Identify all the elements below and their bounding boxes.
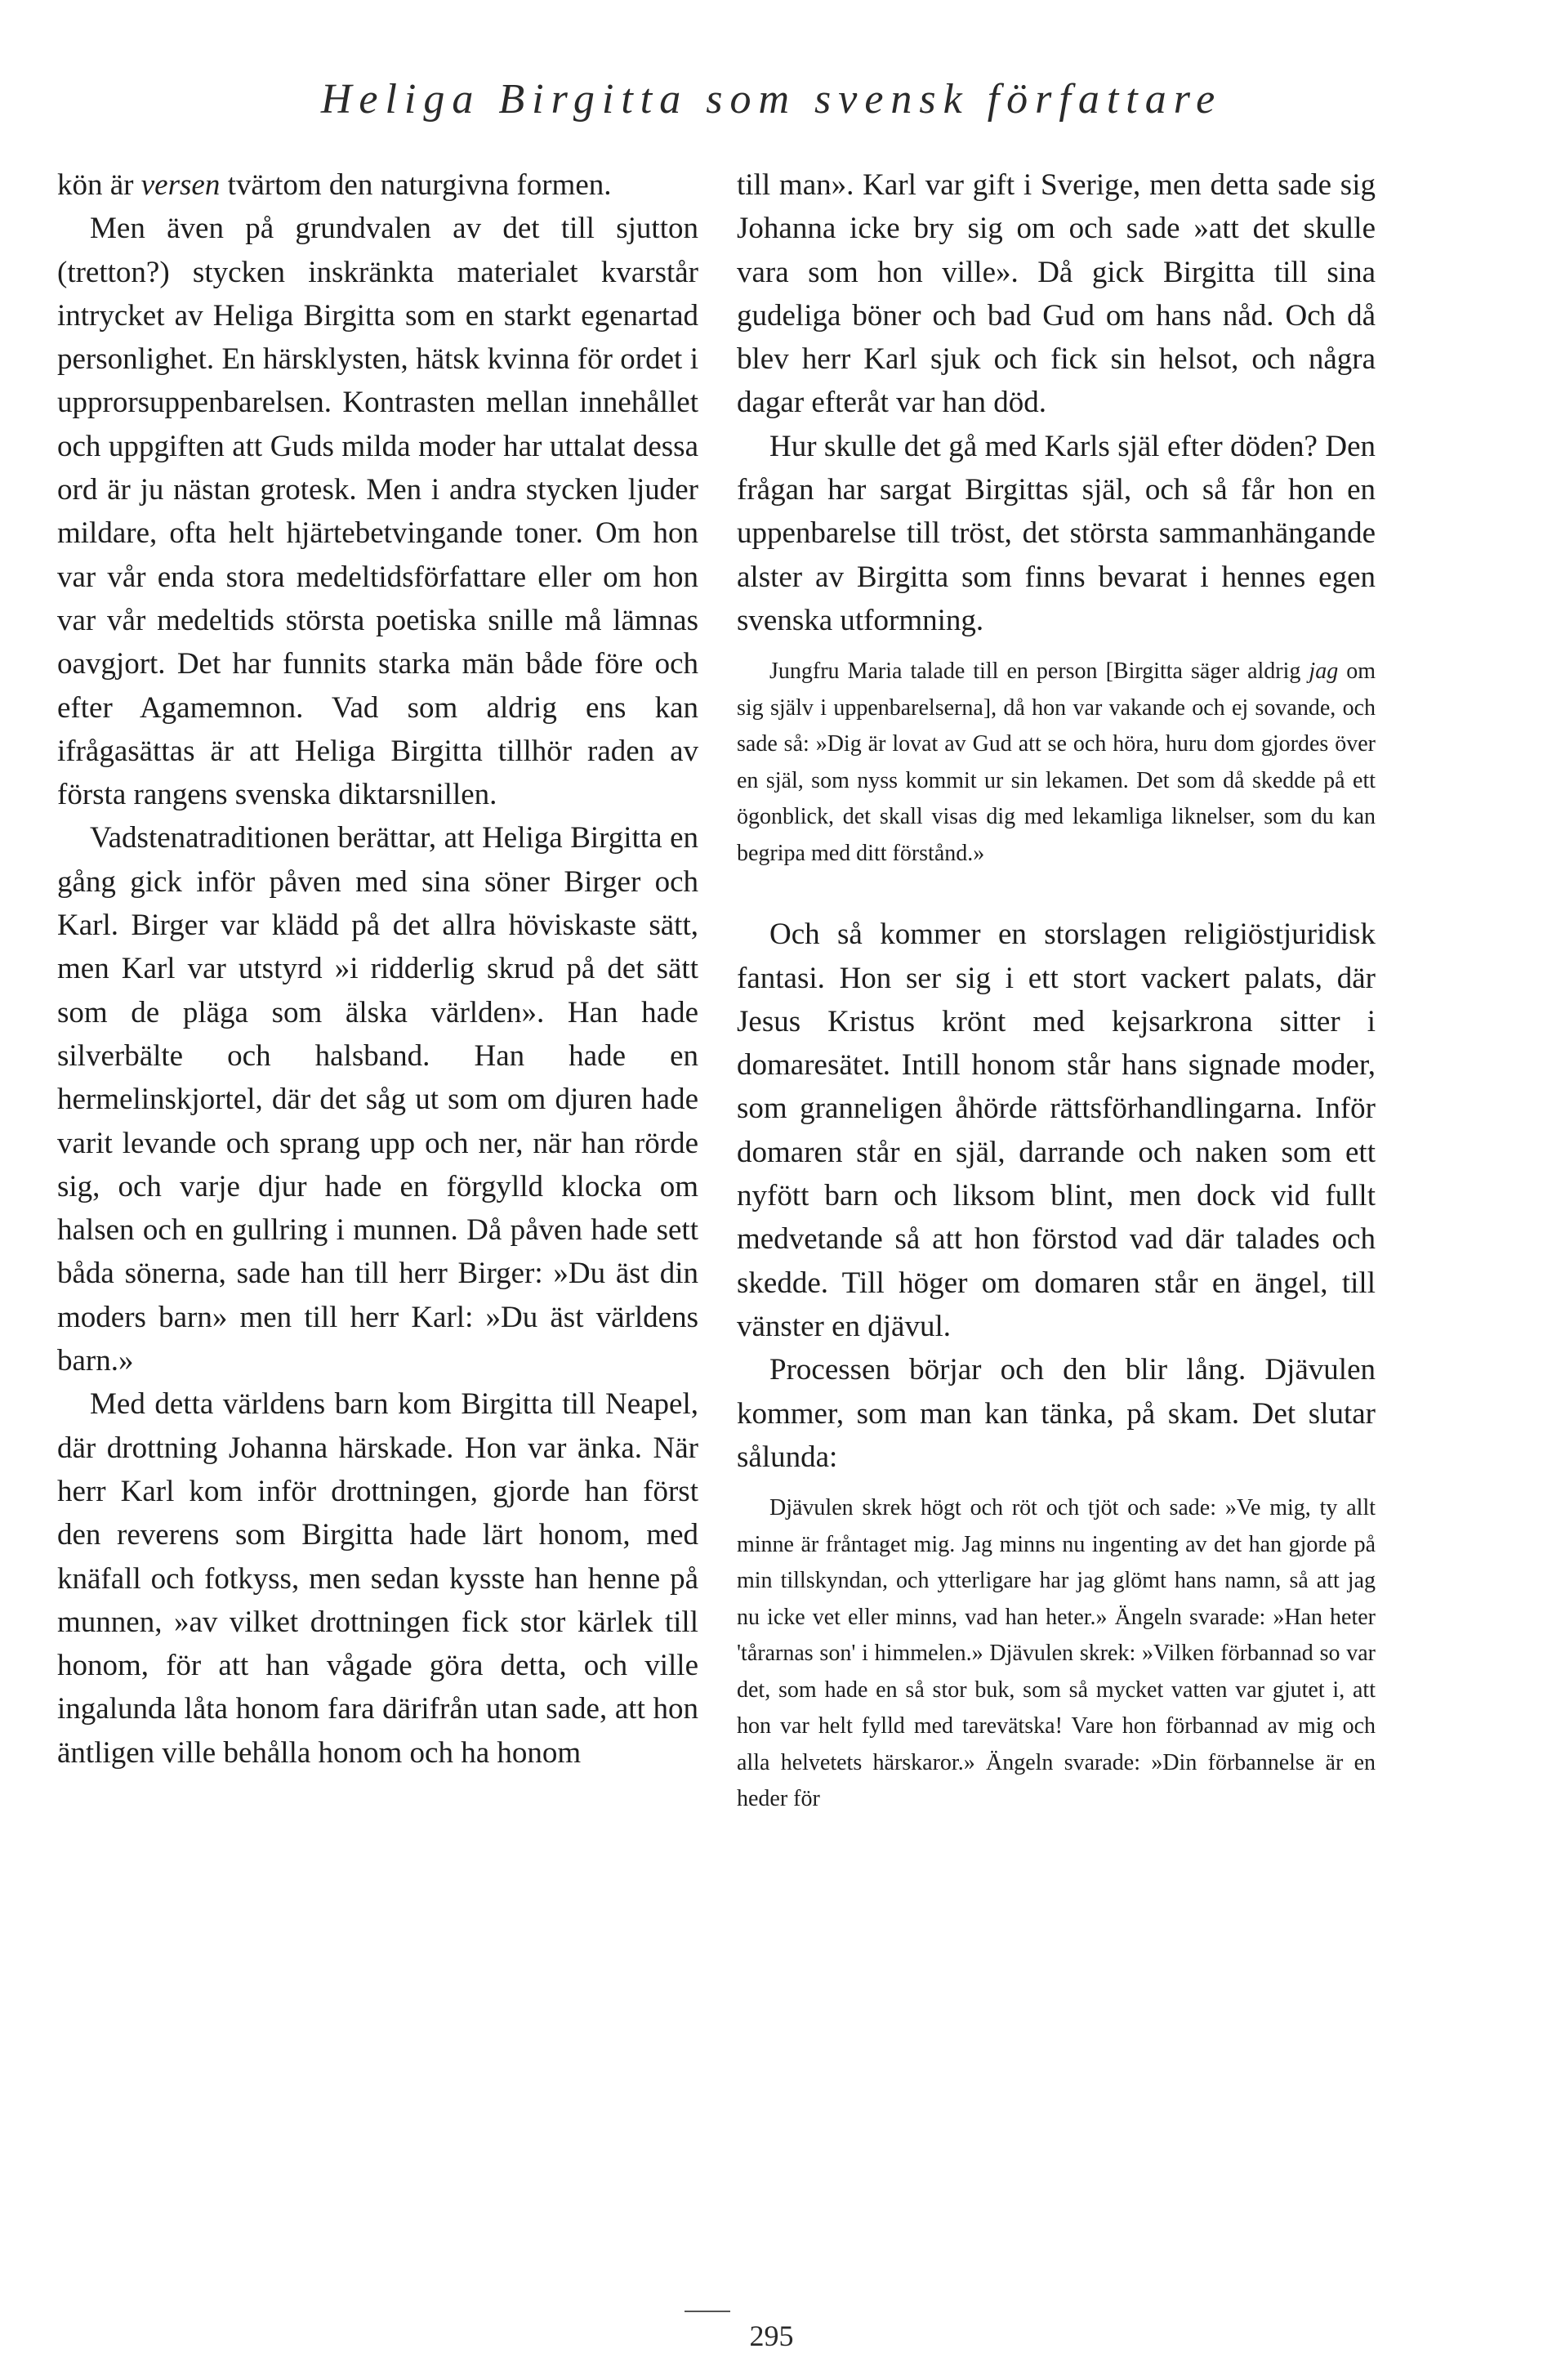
quote-text: Djävulen skrek högt och röt och tjöt och sade: »Ve mig, ty allt minne är fråntaget mig. Jag minns nu ingenting av det han gjorde på min tillskyndan, och ytterligare har jag glömt hans namn, så att jag nu icke vet eller minns, vad han heter.» Ängeln svarade: »Han heter 'tårarnas son' i himmelen.» Djävulen skrek: »Vilken förbannad so var det, som hade en så stor buk, som så mycket vatten var gjutet i, att hon var helt fylld med tarevätska! Vare hon förbannad av mig och alla helvetets härskaror.» Ängeln svarade: »Din förbannelse är en heder för [737, 1495, 1376, 1812]
paragraph: Och så kommer en storslagen religiöstjuridisk fantasi. Hon ser sig i ett stort vackert palats, där Jesus Kristus krönt med kejsarkrona sitter i domaresätet. Intill honom står hans signade moder, som granneligen åhörde rättsförhandlingarna. Inför domaren står en själ, darrande och naken som ett nyfött barn och liksom blint, men dock vid fullt medvetande så att hon förstod vad där talades och skedde. Till höger om domaren står en ängel, till vänster en djävul. [737, 918, 1376, 1343]
block-quote [737, 654, 1376, 872]
text-run: om sig själv i uppenbarelserna], då hon var vakande och ej sovande, och sade så: »Dig är lovat av Gud att se och höra, huru dom gjordes över en själ, som nyss kommit ur sin lekamen. Det som då skedde på ett ögonblick, det skall visas dig med lekamliga liknelser, som du kan begripa med ditt förstånd.» [737, 659, 1376, 866]
text-run: Jungfru Maria talade till en person [Birgitta säger aldrig [769, 659, 1309, 685]
right-column [737, 163, 1376, 1818]
paragraph: Men även på grundvalen av det till sjutton (tretton?) stycken inskränkta materialet kvarstår intrycket av Heliga Birgitta som en starkt egenartad personlighet. En härsklysten, hätsk kvinna för ordet i upprorsuppenbarelsen. Kontrasten mellan innehållet och uppgiften att Guds milda moder har uttalat dessa ord är ju nästan grotesk. Men i andra stycken ljuder mildare, ofta helt hjärtebetvingande toner. Om hon var vår enda stora medeltidsförfattare eller om hon var vår medeltids största poetiska snille må lämnas oavgjort. Det har funnits starka män både före och efter Agamemnon. Vad som aldrig ens kan ifrågasättas är att Heliga Birgitta tillhör raden av första rangens svenska diktarsnillen. [57, 212, 698, 812]
paragraph: Med detta världens barn kom Birgitta till Neapel, där drottning Johanna härskade. Hon var änka. När herr Karl kom inför drottningen, gjorde han först den reverens som Birgitta hade lärt honom, med knäfall och fotkyss, men sedan kysste han henne på munnen, »av vilket drottningen fick stor kärlek till honom, för att han vågade göra detta, och ville ingalunda låta honom fara därifrån utan sade, att hon äntligen ville behålla honom och ha honom [57, 1387, 698, 1770]
left-column [57, 163, 698, 1775]
text-run: tvärtom den naturgivna formen. [220, 168, 612, 202]
text-run: kön är [57, 168, 141, 202]
running-header: Heliga Birgitta som svensk författare [320, 76, 1223, 123]
quote-text [737, 654, 1376, 872]
paragraph: Processen börjar och den blir lång. Djävulen kommer, som man kan tänka, på skam. Det slutar sålunda: [737, 1353, 1376, 1474]
block-quote [737, 1490, 1376, 1818]
paragraph: Hur skulle det gå med Karls själ efter döden? Den frågan har sargat Birgittas själ, och så får hon en uppenbarelse till tröst, det största sammanhängande alster av Birgitta som finns bevarat i hennes egen svenska utformning. [737, 429, 1376, 637]
paragraph: till man». Karl var gift i Sverige, men detta sade sig Johanna icke bry sig om och sade »att det skulle vara som hon ville». Då gick Birgitta till sina gudeliga böner och bad Gud om hans nåd. Och då blev herr Karl sjuk och fick sin helsot, och några dagar efteråt var han död. [737, 168, 1376, 420]
paragraph [57, 163, 698, 207]
emphasis: versen [140, 168, 221, 202]
page-number: 295 [749, 2320, 794, 2352]
emphasis: jag [1309, 659, 1339, 685]
footer-rule [685, 2311, 730, 2312]
paragraph: Vadstenatraditionen berättar, att Heliga Birgitta en gång gick inför påven med sina söner Birger och Karl. Birger var klädd på det allra höviskaste sätt, men Karl var utstyrd »i ridderlig skrud på det sätt som de pläga som älska världen». Han hade silverbälte och halsband. Han hade en hermelinskjortel, där det såg ut som om djuren hade varit levande och sprang upp och ner, när han rörde sig, och varje djur hade en förgylld klocka om halsen och en gullring i munnen. Då påven hade sett båda sönerna, sade han till herr Birger: »Du äst din moders barn» men till herr Karl: »Du äst världens barn.» [57, 821, 698, 1378]
